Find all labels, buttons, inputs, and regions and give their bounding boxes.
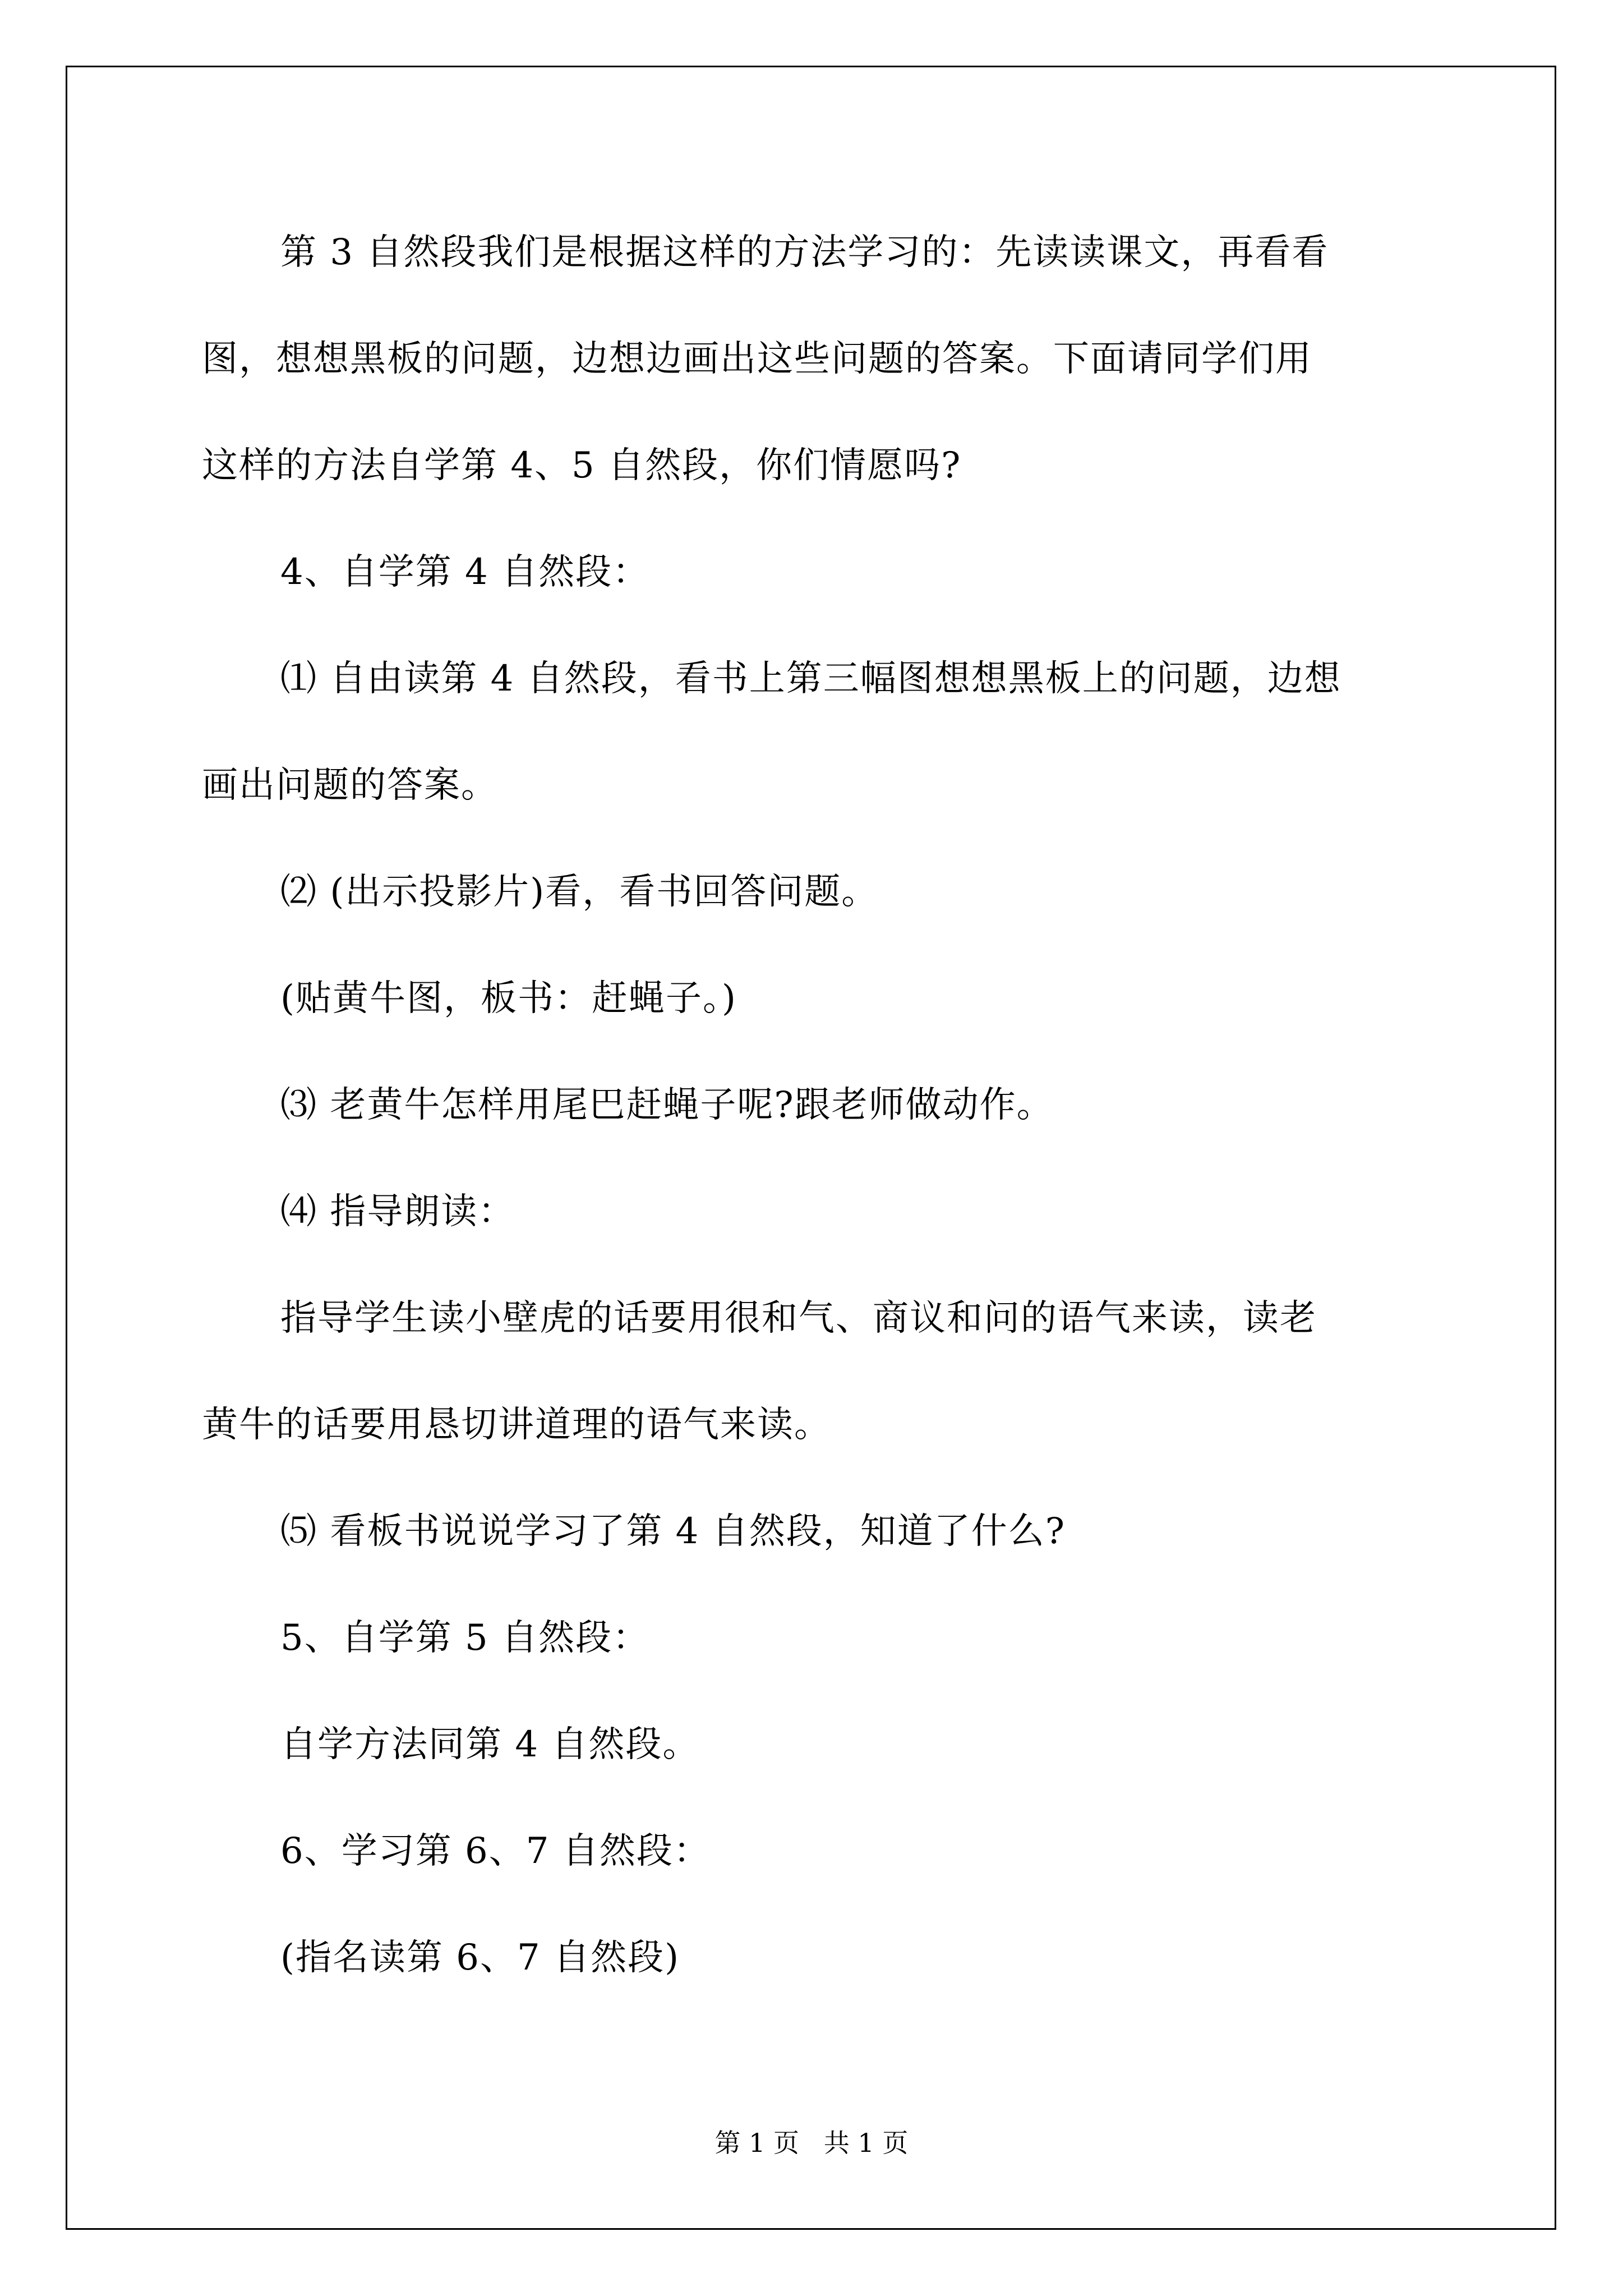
paragraph-line-5: ⑴ 自由读第 4 自然段，看书上第三幅图想想黑板上的问题，边想 [280,658,1341,700]
paragraph-line-8: (贴黄牛图，板书：赶蝇子。) [280,978,737,1019]
paragraph-line-7: ⑵ (出示投影片)看，看书回答问题。 [280,871,879,913]
paragraph-line-17: (指名读第 6、7 自然段) [280,1937,680,1978]
paragraph-line-4: 4、自学第 4 自然段： [280,551,650,593]
paragraph-line-13: ⑸ 看板书说说学习了第 4 自然段，知道了什么? [280,1511,1066,1552]
paragraph-line-11: 指导学生读小壁虎的话要用很和气、商议和问的语气来读，读老 [280,1297,1317,1339]
paragraph-line-10: ⑷ 指导朗读： [280,1191,515,1232]
paragraph-line-6: 画出问题的答案。 [202,765,498,806]
page-footer: 第 1 页 共 1 页 [714,2128,909,2158]
paragraph-line-2: 图，想想黑板的问题，边想边画出这些问题的答案。下面请同学们用 [202,338,1312,380]
paragraph-line-9: ⑶ 老黄牛怎样用尾巴赶蝇子呢?跟老师做动作。 [280,1084,1054,1126]
paragraph-line-14: 5、自学第 5 自然段： [280,1617,650,1659]
paragraph-line-16: 6、学习第 6、7 自然段： [280,1830,711,1872]
paragraph-line-15: 自学方法同第 4 自然段。 [280,1724,700,1765]
page-border [66,66,1556,2230]
paragraph-line-12: 黄牛的话要用恳切讲道理的语气来读。 [202,1404,831,1446]
paragraph-line-3: 这样的方法自学第 4、5 自然段，你们情愿吗? [202,445,962,486]
paragraph-line-1: 第 3 自然段我们是根据这样的方法学习的：先读读课文，再看看 [280,232,1329,273]
